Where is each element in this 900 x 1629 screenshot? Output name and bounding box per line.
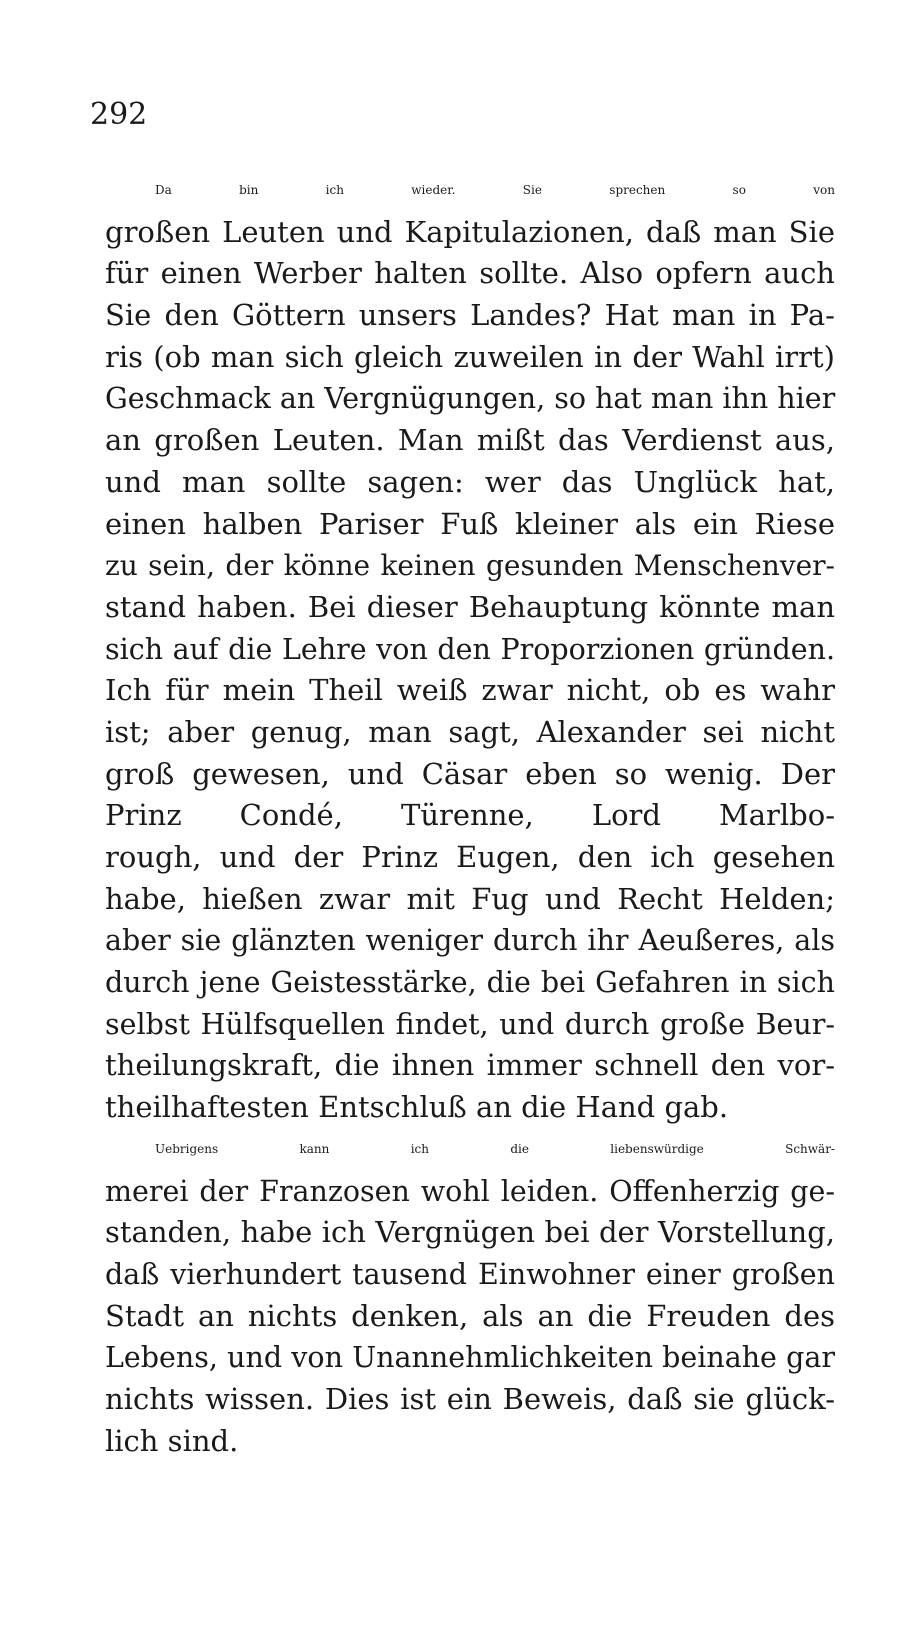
text-line: Prinz Condé, Türenne, Lord Marlbo-: [105, 798, 835, 833]
text-line: Geschmack an Vergnügungen, so hat man ihn hier: [105, 382, 836, 416]
text-line: theilhaftesten Entschluß an die Hand gab.: [105, 1090, 729, 1125]
text-line: groß gewesen, und Cäsar eben so wenig. Der: [105, 756, 835, 791]
text-line: durch jene Geistesstärke, die bei Gefahren in sich: [105, 966, 835, 1000]
text-line: selbst Hülfsquellen findet, und durch große Beur-: [105, 1007, 835, 1041]
paragraph: [105, 1129, 835, 1463]
text-line: Uebrigens kann ich die liebenswürdige Schwär-: [155, 1141, 835, 1156]
page-number: 292: [90, 97, 148, 132]
text-line: Ich für mein Theil weiß zwar nicht, ob es wahr: [105, 673, 835, 708]
paragraph: [105, 170, 835, 1129]
text-line: Lebens, und von Unannehmlichkeiten beinahe gar: [105, 1341, 835, 1375]
text-line: ist; aber genug, man sagt, Alexander sei nicht: [105, 714, 835, 749]
text-line: daß vierhundert tausend Einwohner einer großen: [105, 1257, 835, 1291]
text-line: standen, habe ich Vergnügen bei der Vorstellung,: [105, 1215, 835, 1250]
body-text: [105, 170, 835, 1462]
text-line: aber sie glänzten weniger durch ihr Aeußeres, als: [105, 924, 835, 958]
text-line: Stadt an nichts denken, als an die Freuden des: [105, 1298, 835, 1333]
text-line: theilungskraft, die ihnen immer schnell den vor-: [105, 1048, 835, 1083]
text-line: und man sollte sagen: wer das Unglück hat,: [105, 464, 835, 499]
text-line: habe, hießen zwar mit Fug und Recht Helden;: [105, 881, 835, 916]
text-line: nichts wissen. Dies ist ein Beweis, daß sie glück-: [105, 1381, 835, 1416]
text-line: stand haben. Bei dieser Behauptung könnte man: [105, 589, 835, 624]
text-line: an großen Leuten. Man mißt das Verdienst aus,: [105, 423, 835, 458]
text-line: zu sein, der könne keinen gesunden Menschenver-: [105, 549, 835, 583]
text-line: ris (ob man sich gleich zuweilen in der Wahl irrt): [105, 339, 835, 374]
text-line: Sie den Göttern unsers Landes? Hat man in Pa-: [105, 298, 835, 333]
text-line: für einen Werber halten sollte. Also opfern auch: [105, 256, 835, 291]
text-line: rough, und der Prinz Eugen, den ich gesehen: [105, 840, 835, 874]
text-line: einen halben Pariser Fuß kleiner als ein Riese: [105, 506, 835, 541]
text-line: großen Leuten und Kapitulazionen, daß man Sie: [105, 214, 835, 249]
text-line: Da bin ich wieder. Sie sprechen so von: [155, 183, 835, 197]
text-line: sich auf die Lehre von den Proporzionen gründen.: [105, 632, 835, 666]
text-line: lich sind.: [105, 1423, 239, 1458]
text-line: merei der Franzosen wohl leiden. Offenherzig ge-: [105, 1174, 835, 1208]
